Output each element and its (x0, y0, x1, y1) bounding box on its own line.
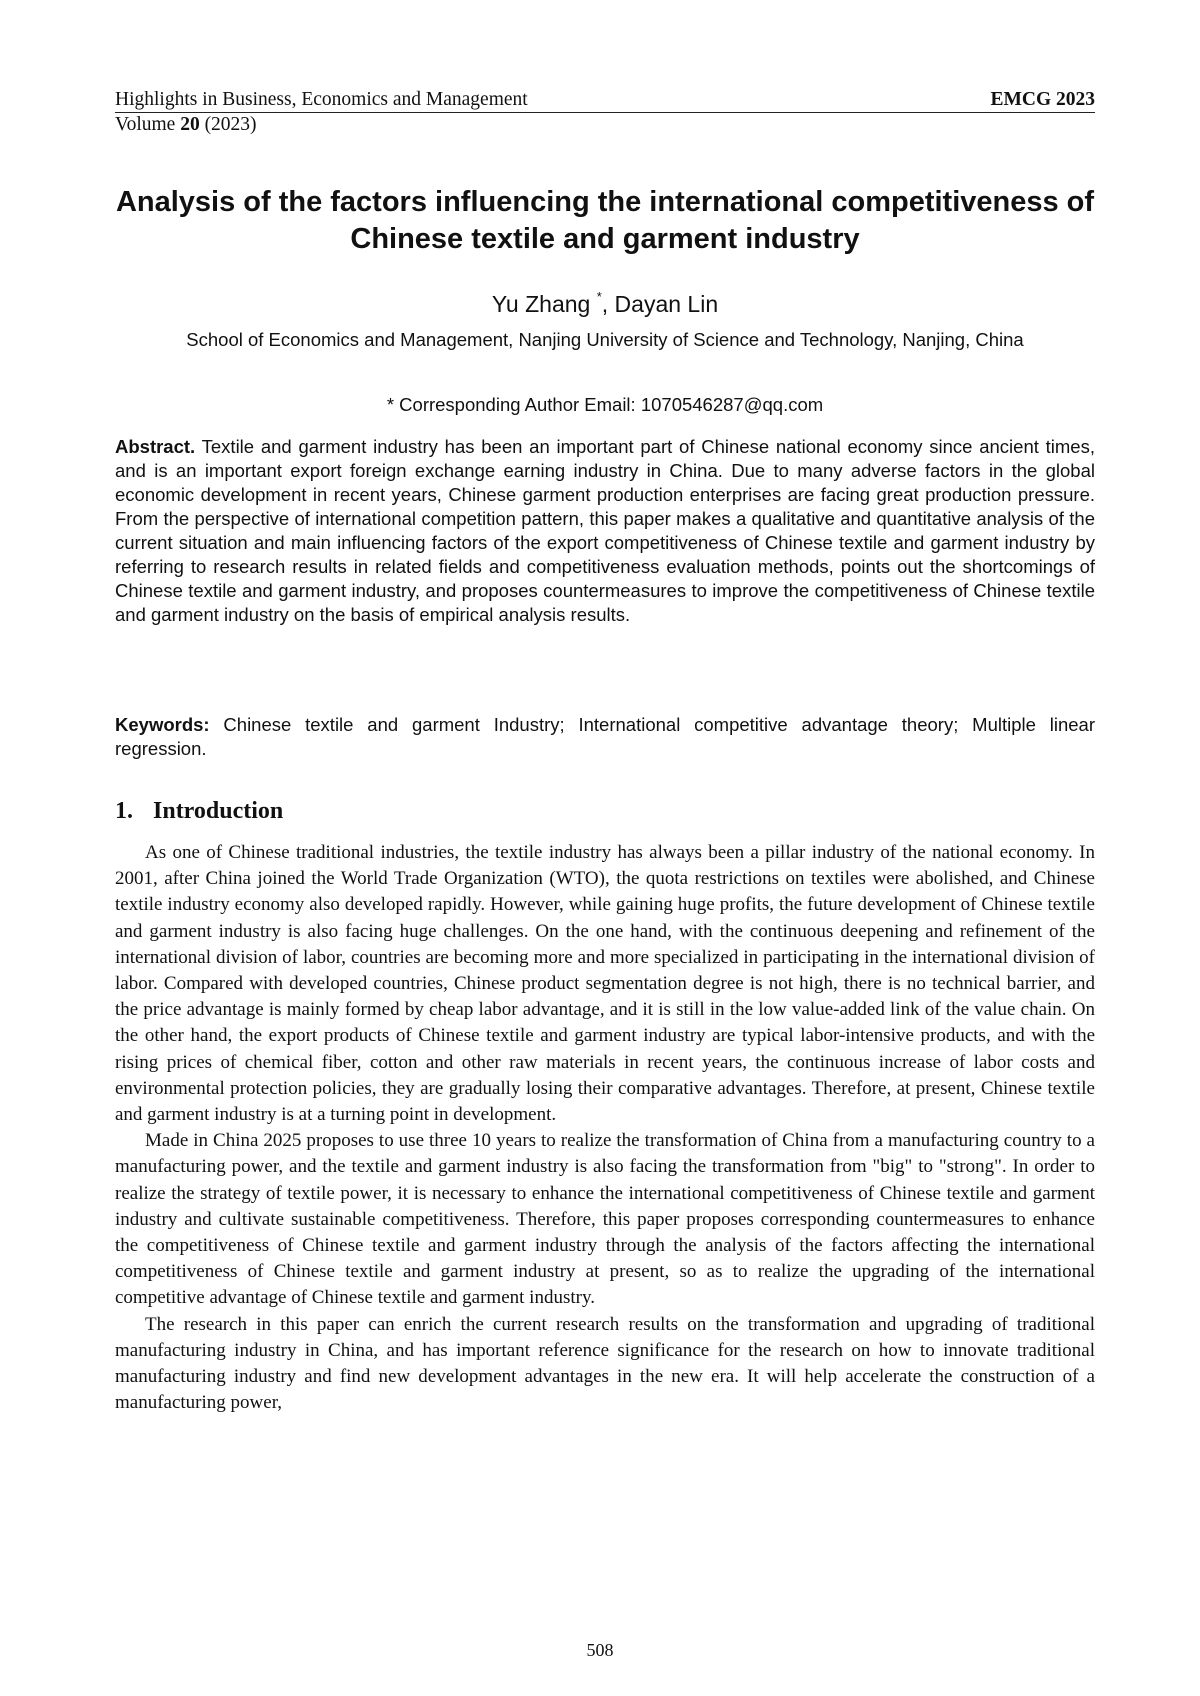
body-text (115, 840, 1095, 1416)
volume-line (115, 113, 1095, 136)
section-number: 1. (115, 798, 133, 824)
conference-name: EMCG 2023 (990, 89, 1095, 110)
abstract-text: Textile and garment industry has been an important part of Chinese national economy since ancient times, and is an important export foreign exchange earning industry in China. Due to many adverse factors in the global economic development in recent years, Chinese garment production enterprises are facing great production pressure. From the perspective of international competition pattern, this paper makes a qualitative and quantitative analysis of the current situation and main influencing factors of the export competitiveness of Chinese textile and garment industry by referring to research results in related fields and competitiveness evaluation methods, points out the shortcomings of Chinese textile and garment industry, and proposes countermeasures to improve the competitiveness of Chinese textile and garment industry on the basis of empirical analysis results. (115, 436, 1095, 625)
keywords (115, 713, 1095, 761)
running-header (115, 88, 1095, 136)
author-list (115, 282, 1095, 319)
abstract-label: Abstract. (115, 436, 196, 457)
section-title: Introduction (153, 798, 284, 824)
paragraph: The research in this paper can enrich the current research results on the transformation and upgrading of traditional manufacturing industry in China, and has important reference significance for the research on how to innovate traditional manufacturing industry and find new development advantages in the new era. It will help accelerate the construction of a manufacturing power, (115, 1313, 1095, 1414)
affiliation: School of Economics and Management, Nanjing University of Science and Technology, Nanjing, China (186, 329, 1024, 350)
author-rest: , Dayan Lin (601, 291, 719, 317)
keywords-text: Chinese textile and garment Industry; International competitive advantage theory; Multiple linear regression. (115, 714, 1096, 759)
volume-label: Volume (115, 114, 176, 135)
paper-title: Analysis of the factors influencing the international competitiveness of Chinese textile and garment industry (115, 186, 1095, 255)
volume-number: 20 (180, 114, 200, 135)
page-number: 508 (586, 1640, 614, 1660)
journal-name: Highlights in Business, Economics and Management (115, 89, 528, 110)
volume-year: (2023) (204, 114, 257, 135)
corresponding-mark: * (596, 289, 602, 304)
running-header-row (115, 88, 1095, 113)
section-heading (115, 796, 1095, 826)
paragraph: Made in China 2025 proposes to use three 10 years to realize the transformation of China from a manufacturing country to a manufacturing power, and the textile and garment industry is also facing the transformation from "big" to "strong". In order to realize the strategy of textile power, it is necessary to enhance the international competitiveness of Chinese textile and garment industry and cultivate sustainable competitiveness. Therefore, this paper proposes corresponding countermeasures to enhance the competitiveness of Chinese textile and garment industry through the analysis of the factors affecting the international competitiveness of Chinese textile and garment industry at present, so as to realize the upgrading of the international competitive advantage of Chinese textile and garment industry. (115, 1130, 1095, 1309)
author-first: Yu Zhang (491, 291, 591, 317)
keywords-label: Keywords: (115, 714, 210, 735)
abstract (115, 435, 1095, 627)
corresponding-email: * Corresponding Author Email: 1070546287@qq.com (386, 394, 824, 415)
paragraph: As one of Chinese traditional industries, the textile industry has always been a pillar industry of the national economy. In 2001, after China joined the World Trade Organization (WTO), the quota restrictions on textiles were abolished, and Chinese textile industry economy also developed rapidly. However, while gaining huge profits, the future development of Chinese textile and garment industry is also facing huge challenges. On the one hand, with the continuous deepening and refinement of the international division of labor, countries are becoming more and more specialized in participating in the international division of labor. Compared with developed countries, Chinese product segmentation degree is not high, there is no technical barrier, and the price advantage is mainly formed by cheap labor advantage, and it is still in the low value-added link of the value chain. On the other hand, the export products of Chinese textile and garment industry are typical labor-intensive products, and with the rising prices of chemical fiber, cotton and other raw materials in recent years, the continuous increase of labor costs and environmental protection policies, they are gradually losing their comparative advantages. Therefore, at present, Chinese textile and garment industry is at a turning point in development. (115, 842, 1095, 1126)
